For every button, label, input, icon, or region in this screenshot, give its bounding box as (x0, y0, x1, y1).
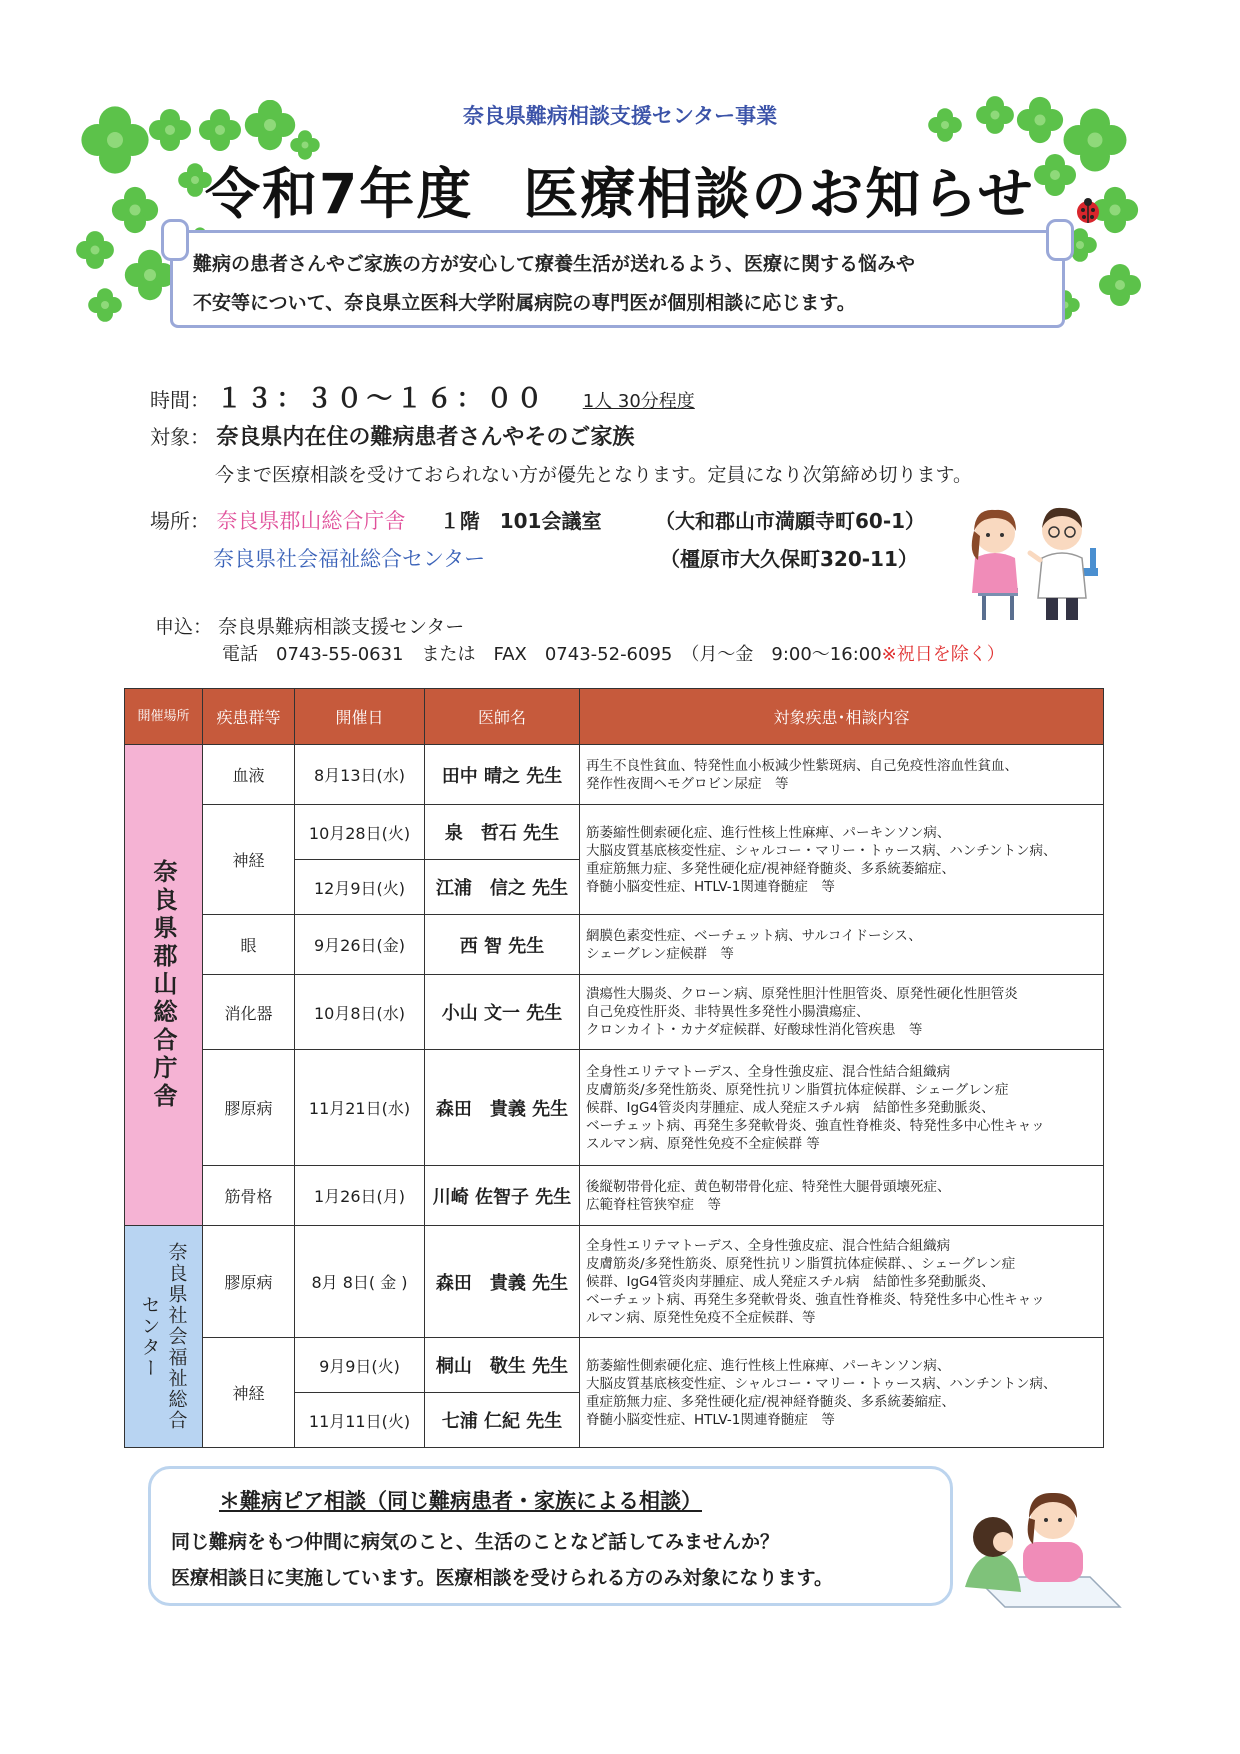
doctor-cell: 森田 貴義 先生 (425, 1226, 580, 1338)
table-header-row (125, 689, 1104, 745)
header-venue: 開催場所 (125, 689, 203, 745)
group-cell: 膠原病 (203, 1226, 295, 1338)
date-cell: 9月26日(金) (295, 915, 425, 975)
date-cell: 12月9日(火) (295, 860, 425, 915)
intro-box (170, 230, 1065, 328)
place1-address: （大和郡山市満願寺町60-1） (655, 509, 926, 533)
doctor-cell: 川崎 佐智子 先生 (425, 1166, 580, 1226)
diseases-cell: 潰瘍性大腸炎、クローン病、原発性胆汁性胆管炎、原発性硬化性胆管炎 自己免疫性肝炎、非特異性多発性小腸潰瘍症、 クロンカイト・カナダ症候群、好酸球性消化管疾患 等 (580, 975, 1104, 1050)
schedule-table (124, 688, 1104, 1448)
header-group: 疾患群等 (203, 689, 295, 745)
ladybug-icon (1075, 198, 1101, 224)
table-row (125, 745, 1104, 805)
clover-icon (1034, 154, 1076, 196)
doctor-cell: 田中 晴之 先生 (425, 745, 580, 805)
date-cell: 9月9日(火) (295, 1338, 425, 1393)
date-cell: 10月8日(水) (295, 975, 425, 1050)
organization-name: 奈良県難病相談支援センター事業 (462, 104, 778, 128)
venue-cell-2 (125, 1226, 203, 1448)
clover-icon (76, 231, 114, 269)
apply-row (155, 612, 464, 639)
clover-icon (88, 288, 122, 322)
doctor-cell: 森田 貴義 先生 (425, 1050, 580, 1166)
table-row (125, 1226, 1104, 1338)
time-value: １３：３０～１６：００ (216, 384, 547, 414)
apply-contact: 電話 0743-55-0631 または FAX 0743-52-6095 （月～金 9:00～16:00 (222, 644, 882, 665)
doctor-cell: 七浦 仁紀 先生 (425, 1393, 580, 1448)
diseases-cell: 筋萎縮性側索硬化症、進行性核上性麻痺、パーキンソン病、 大脳皮質基底核変性症、シャルコー・マリー・トゥース病、ハンチントン病、 重症筋無力症、多発性硬化症/視神経脊髄炎、多系統萎縮症、 脊髄小脳変性症、HTLV-1関連脊髄症 等 (580, 805, 1104, 915)
place1-room: １階 101会議室 (439, 509, 602, 533)
apply-org: 奈良県難病相談支援センター (218, 616, 465, 638)
date-cell: 11月21日(水) (295, 1050, 425, 1166)
diseases-cell: 全身性エリテマトーデス、全身性強皮症、混合性結合組織病 皮膚筋炎/多発性筋炎、原発性抗リン脂質抗体症候群、、シェーグレン症 候群、IgG4管炎肉芽腫症、成人発症スチル病 結節性多発動脈炎、 ベーチェット病、再発生多発軟骨炎、強直性脊椎炎、特発性多中心性キャッ ルマン病、原発性免疫不全症候群、等 (580, 1226, 1104, 1338)
apply-contact-row (222, 640, 1005, 666)
group-cell: 血液 (203, 745, 295, 805)
peer-consultation-box (148, 1466, 953, 1606)
time-label: 時間： (150, 388, 210, 412)
header-doctor: 医師名 (425, 689, 580, 745)
venue2-label: 奈良県社会福祉総合センター (138, 1242, 188, 1431)
place-row-1 (150, 505, 601, 535)
clover-icon (1099, 264, 1141, 306)
table-row (125, 915, 1104, 975)
table-row (125, 805, 1104, 860)
peer-consultation-illustration (965, 1482, 1130, 1616)
diseases-cell: 再生不良性貧血、特発性血小板減少性紫斑病、自己免疫性溶血性貧血、 発作性夜間ヘモグロビン尿症 等 (580, 745, 1104, 805)
apply-label: 申込： (155, 616, 213, 638)
header-date: 開催日 (295, 689, 425, 745)
header-diseases: 対象疾患･相談内容 (580, 689, 1104, 745)
date-cell: 11月11日(火) (295, 1393, 425, 1448)
clover-icon (112, 187, 158, 233)
group-cell: 筋骨格 (203, 1166, 295, 1226)
diseases-cell: 全身性エリテマトーデス、全身性強皮症、混合性結合組織病 皮膚筋炎/多発性筋炎、原発性抗リン脂質抗体症候群、シェーグレン症 候群、IgG4管炎肉芽腫症、成人発症スチル病 結節性多発動脈炎、 ベーチェット病、再発生多発軟骨炎、強直性脊椎炎、特発性多中心性キャッ スルマン病、原発性免疫不全症候群 等 (580, 1050, 1104, 1166)
table-row (125, 975, 1104, 1050)
title-main: 医療相談のお知らせ (523, 162, 1035, 226)
place-label: 場所： (150, 509, 210, 533)
time-row (150, 378, 695, 415)
date-cell: 8月 8日( 金 ) (295, 1226, 425, 1338)
venue-cell-1 (125, 745, 203, 1226)
time-note: 1人 30分程度 (582, 391, 695, 412)
patient-doctor-illustration (950, 498, 1105, 627)
peer-line-2: 医療相談日に実施しています。医療相談を受けられる方のみ対象になります。 (171, 1567, 833, 1589)
doctor-cell: 泉 哲石 先生 (425, 805, 580, 860)
title-year: 令和7年度 (205, 162, 474, 226)
doctor-cell: 桐山 敬生 先生 (425, 1338, 580, 1393)
target-value: 奈良県内在住の難病患者さんやそのご家族 (216, 425, 635, 450)
place2-name: 奈良県社会福祉総合センター (213, 547, 486, 571)
place1-name: 奈良県郡山総合庁舎 (216, 509, 406, 533)
page-title (205, 150, 1035, 229)
diseases-cell: 後縦靭帯骨化症、黄色靭帯骨化症、特発性大腿骨頭壊死症、 広範脊柱管狭窄症 等 (580, 1166, 1104, 1226)
target-row (150, 420, 634, 451)
peer-title: ＊難病ピア相談（同じ難病患者・家族による相談） (219, 1489, 702, 1513)
date-cell: 8月13日(水) (295, 745, 425, 805)
table-row (125, 1338, 1104, 1393)
doctor-cell: 小山 文一 先生 (425, 975, 580, 1050)
target-label: 対象： (150, 425, 210, 449)
group-cell: 眼 (203, 915, 295, 975)
date-cell: 1月26日(月) (295, 1166, 425, 1226)
diseases-cell: 網膜色素変性症、ベーチェット病、サルコイドーシス、 シェーグレン症候群 等 (580, 915, 1104, 975)
place2-address: （橿原市大久保町320-11） (660, 547, 918, 571)
doctor-cell: 西 智 先生 (425, 915, 580, 975)
diseases-cell: 筋萎縮性側索硬化症、進行性核上性麻痺、パーキンソン病、 大脳皮質基底核変性症、シャルコー・マリー・トゥース病、ハンチントン病、 重症筋無力症、多発性硬化症/視神経脊髄炎、多系統萎縮症、 脊髄小脳変性症、HTLV-1関連脊髄症 等 (580, 1338, 1104, 1448)
date-cell: 10月28日(火) (295, 805, 425, 860)
group-cell: 消化器 (203, 975, 295, 1050)
table-row (125, 1050, 1104, 1166)
target-note: 今まで医療相談を受けておられない方が優先となります。定員になり次第締め切ります。 (215, 464, 972, 486)
table-row (125, 1166, 1104, 1226)
group-cell: 神経 (203, 1338, 295, 1448)
group-cell: 神経 (203, 805, 295, 915)
venue1-label: 奈良県郡山総合庁舎 (149, 859, 177, 1111)
apply-holiday-note: ※祝日を除く） (881, 644, 1005, 665)
intro-line-1: 難病の患者さんやご家族の方が安心して療養生活が送れるよう、医療に関する悩みや (193, 253, 916, 275)
doctor-cell: 江浦 信之 先生 (425, 860, 580, 915)
intro-line-2: 不安等について、奈良県立医科大学附属病院の専門医が個別相談に応じます。 (193, 292, 856, 314)
peer-line-1: 同じ難病をもつ仲間に病気のこと、生活のことなど話してみませんか？ (171, 1531, 780, 1553)
group-cell: 膠原病 (203, 1050, 295, 1166)
